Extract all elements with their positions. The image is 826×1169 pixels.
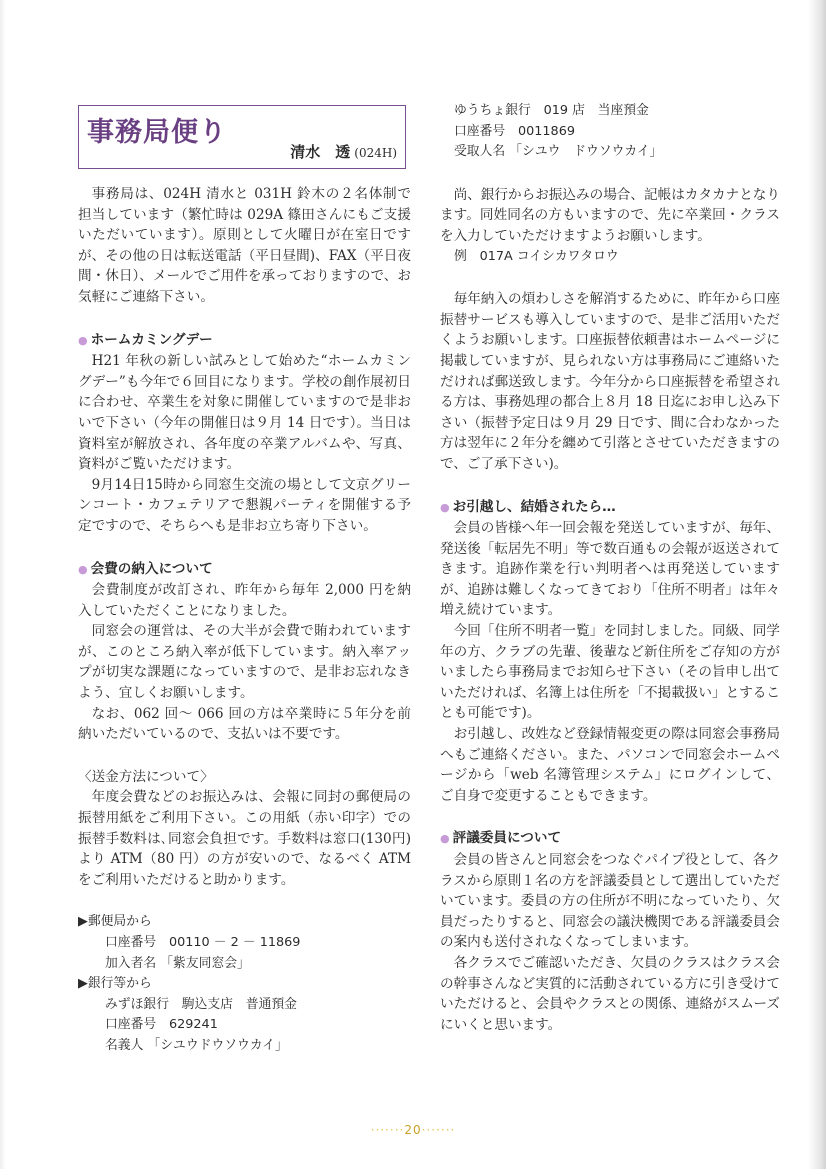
title-box (78, 105, 406, 169)
author-name: 清水 透 (290, 143, 351, 161)
moving-paragraph: お引越し、改姓など登録情報変更の際は同窓会事務局へもご連絡ください。また、パソコンで同窓会ホームページから「web 名簿管理システム」にログインして、ご自身で変更することもできます。 (440, 726, 780, 804)
right-column (440, 101, 780, 1035)
left-column (78, 184, 411, 1057)
homecoming-heading: ● ホームカミングデー (78, 331, 213, 348)
postal-name: 加入者名 「紫友同窓会」 (105, 955, 250, 971)
page-edge-right (808, 0, 826, 1169)
moving-paragraph: 今回「住所不明者一覧」を同封しました。同級、同学年の方、クラブの先輩、後輩など新住所をご存知の方がいましたら事務局までお知らせ下さい（その旨申し出ていただければ、名簿上は住所を「不掲載扱い」とすることも可能です)。 (440, 623, 780, 722)
kana-note: 尚、銀行からお振込みの場合、記帳はカタカナとなります。同姓同名の方もいますので、先に卒業回・クラスを入力していただけますようお願いします。 (440, 186, 780, 244)
council-paragraph: 各クラスでご確認いただき、欠員のクラスはクラス会の幹事さんなど実質的に活動されている方に引き受けていただけると、会員やクラスとの関係、連絡がスムーズにいくと思います。 (440, 954, 780, 1033)
council-paragraph: 会員の皆さんと同窓会をつなぐパイプ役として、各クラスから原則１名の方を評議委員として選出していただいています。委員の方の住所が不明になっていたり、欠員だったりすると、同窓会の議決機関である評議委員会の案内も送付されなくなってしまいます。 (440, 852, 780, 951)
moving-paragraph: 会員の皆様へ年一回会報を発送していますが、毎年、発送後「転居先不明」等で数百通もの会報が返送されてきます。追跡作業を行い判明者へは再発送していますが、追跡は難しくなってきており「住所不明者」は年々増え続けています。 (440, 520, 780, 619)
remit-heading: 〈送金方法について〉 (78, 768, 214, 785)
bank-account: 口座番号 629241 (105, 1017, 218, 1033)
bullet-icon: ● (78, 333, 88, 347)
page-number: ·······20······· (370, 1123, 456, 1137)
homecoming-paragraph: 9月14日15時から同窓生交流の場として文京グリーンコート・カフェテリアで懇親パーティを開催する予定ですので、そちらへも是非お立ち寄り下さい。 (78, 476, 411, 534)
page-title: 事務局便り (87, 117, 227, 148)
author-class: (024H) (354, 146, 397, 160)
bullet-icon: ● (78, 562, 88, 576)
yucho-bank: ゆうちょ銀行 019 店 当座預金 (454, 103, 649, 118)
dues-paragraph: 会費制度が改訂され、昨年から毎年 2,000 円を納入していただくことになりました。 (78, 582, 411, 619)
page-edge-left (0, 0, 6, 1169)
dues-paragraph: なお、062 回〜 066 回の方は卒業時に５年分を前納いただいているので、支払いは不要です。 (78, 705, 411, 743)
council-heading: ● 評議委員について (440, 830, 562, 847)
bank-name: 名義人 「シユウドウソウカイ」 (105, 1037, 288, 1053)
dues-paragraph: 同窓会の運営は、その大半が会費で賄われていますが、このところ納入率が低下しています。納入率アップが切実な課題になっていますので、是非お忘れなきよう、宜しくお願いします。 (78, 623, 411, 702)
homecoming-paragraph: H21 年秋の新しい試みとして始めた“ホームカミングデー”も今年で６回目になります。学校の創作展初日に合わせ、卒業生を対象に開催していますので是非おいで下さい（今年の開催日は９月 14 日です）。当日は資料室が解放され、各年度の卒業アルバムや、写真、資料がご覧いただけます。 (78, 353, 411, 473)
kana-example: 例 017A コイシカワタロウ (454, 248, 619, 264)
bank-branch: みずほ銀行 駒込支店 普通預金 (105, 996, 297, 1012)
bullet-icon: ● (440, 500, 450, 514)
yucho-account: 口座番号 0011869 (454, 123, 575, 139)
bullet-icon: ● (440, 832, 450, 846)
postal-account: 口座番号 00110 － 2 － 11869 (105, 935, 301, 950)
bank-label: ▶銀行等から (78, 976, 152, 992)
auto-debit-paragraph: 毎年納入の煩わしさを解消するために、昨年から口座振替サービスも導入していますので、是非ご活用いただくようお願いします。口座振替依頼書はホームページに掲載していますが、見られない方は事務局にご連絡いただければ郵送致します。今年分から口座振替を希望される方は、事務処理の都合上８月 18 日迄にお申し込み下さい（振替予定日は９月 29 日です、間に合わなかった方は翌年に２年分を纏めて引落とさせていただきますので、ご了承下さい)。 (440, 291, 780, 472)
author-line (290, 141, 397, 162)
dues-heading: ● 会費の納入について (78, 560, 213, 577)
remit-paragraph: 年度会費などのお振込みは、会報に同封の郵便局の振替用紙をご利用下さい。この用紙（赤い印字）での振替手数料は､同窓会負担です。手数料は窓口(130円)より ATM（80 円）の方が安いので、なるべく ATM をご利用いただけると助かります。 (78, 789, 411, 888)
moving-heading: ● お引越し、結婚されたら… (440, 498, 616, 515)
intro-paragraph: 事務局は、024H 清水と 031H 鈴木の２名体制で担当しています（繁忙時は 029A 篠田さんにもご支援いただいています）。原則として火曜日が在室日ですが、その他の日は転送電話（平日昼間)、FAX（平日夜間・休日）、メールでご用件を承っておりますので、お気軽にご連絡下さい。 (78, 186, 411, 305)
yucho-name: 受取人名 「シユウ ドウソウカイ」 (454, 144, 663, 160)
postal-label: ▶郵便局から (78, 914, 152, 930)
